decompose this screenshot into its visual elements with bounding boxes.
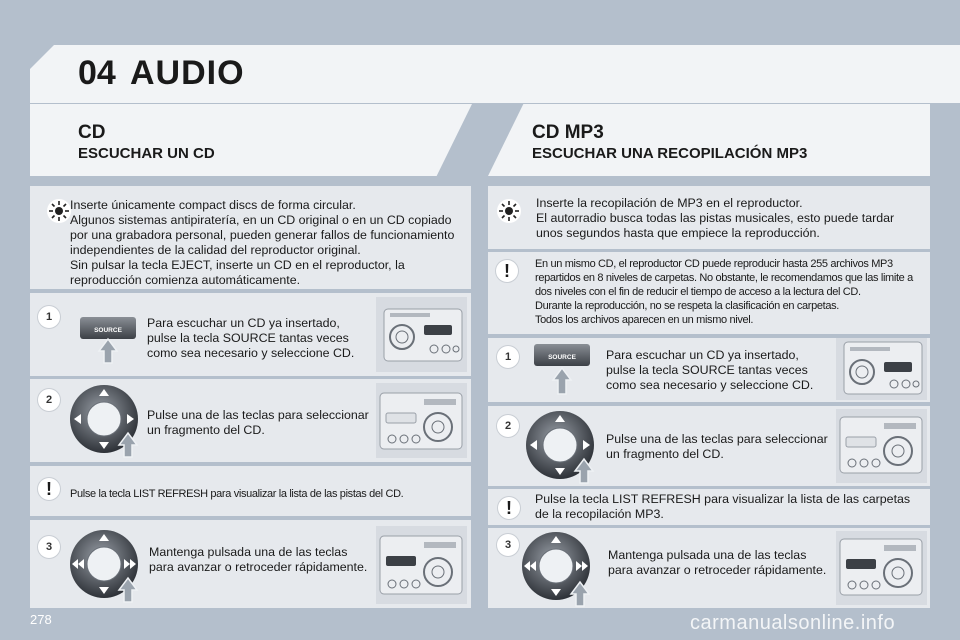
step-number-badge: 1 <box>497 346 519 368</box>
step-number-badge: 2 <box>38 389 60 411</box>
page-number: 278 <box>30 612 52 627</box>
source-button-illustration <box>532 338 594 396</box>
right-step-1-panel <box>488 338 930 402</box>
right-step-3-panel <box>488 528 930 608</box>
left-step-2-text: Pulse una de las teclas para seleccionar un fragmento del CD. <box>147 408 369 437</box>
radio-unit-illustration <box>376 383 467 458</box>
direction-pad-icon <box>68 381 144 459</box>
right-tip-text: Inserte la recopilación de MP3 en el reproductor. El autorradio busca todas las pistas musicales, esto puede tardar unos segundos hasta que empiece la reproducción. <box>536 196 895 240</box>
press-arrow-icon <box>553 368 571 394</box>
right-step-3-text: Mantenga pulsada una de las teclas para avanzar o retroceder rápidamente. <box>608 548 827 577</box>
right-step-2-panel <box>488 406 930 486</box>
exclamation-icon: ! <box>38 478 60 500</box>
source-button-label: SOURCE <box>548 354 576 361</box>
exclamation-icon: ! <box>498 497 520 519</box>
right-step-2-text: Pulse una de las teclas para seleccionar un fragmento del CD. <box>606 432 828 461</box>
left-warning-text: Pulse la tecla LIST REFRESH para visualizar la lista de las pistas del CD. <box>70 488 404 500</box>
left-warning-panel <box>30 466 471 516</box>
step-number-badge: 3 <box>38 536 60 558</box>
sun-icon <box>496 198 522 224</box>
left-step-1-panel <box>30 293 471 376</box>
radio-unit-illustration <box>836 338 927 400</box>
radio-unit-illustration <box>376 526 467 604</box>
press-arrow-icon <box>99 339 117 363</box>
left-step-3-text: Mantenga pulsada una de las teclas para avanzar o retroceder rápidamente. <box>149 545 368 574</box>
right-section-title: CD MP3 <box>532 122 604 143</box>
radio-unit-illustration <box>836 409 927 483</box>
chapter-title: AUDIO <box>130 54 245 92</box>
radio-unit-illustration <box>376 297 467 372</box>
exclamation-icon: ! <box>496 260 518 282</box>
step-number-badge: 3 <box>497 534 519 556</box>
source-button-illustration <box>78 307 140 365</box>
right-warning-2-panel <box>488 489 930 525</box>
direction-pad-icon <box>524 407 600 485</box>
step-number-badge: 1 <box>38 306 60 328</box>
right-warning-2-text: Pulse la tecla LIST REFRESH para visualizar la lista de las carpetas de la recopilación MP3. <box>535 492 911 521</box>
right-warning-1-text: En un mismo CD, el reproductor CD puede reproducir hasta 255 archivos MP3 repartidos en 8 niveles de carpetas. No obstante, le recomendamos que las limite a dos niveles con el fin de reducir el tiempo de acceso a la lectura del CD. Durante la reproducción, no se respeta la clasificación en carpetas. Todos los archivos aparecen en un mismo nivel. <box>535 258 913 326</box>
sun-icon <box>46 198 72 224</box>
right-section-subtitle: ESCUCHAR UNA RECOPILACIÓN MP3 <box>532 145 808 162</box>
left-step-2-panel <box>30 379 471 462</box>
right-warning-1-panel <box>488 252 930 334</box>
direction-pad-icon <box>68 524 144 604</box>
right-step-1-text: Para escuchar un CD ya insertado, pulse la tecla SOURCE tantas veces como sea necesario y seleccione CD. <box>606 348 814 392</box>
left-step-1-text: Para escuchar un CD ya insertado, pulse la tecla SOURCE tantas veces como sea necesario y seleccione CD. <box>147 316 355 360</box>
left-tip-panel <box>30 186 471 289</box>
radio-unit-illustration <box>836 531 927 605</box>
left-section-subtitle: ESCUCHAR UN CD <box>78 145 215 162</box>
chapter-number: 04 <box>78 54 116 92</box>
left-section-title: CD <box>78 122 106 143</box>
right-tip-panel <box>488 186 930 249</box>
source-button-label: SOURCE <box>94 327 122 334</box>
left-tip-text: Inserte únicamente compact discs de forma circular. Algunos sistemas antipiratería, en un CD original o en un CD copiado por una grabadora personal, pueden generar fallos de funcionamiento independientes de la calidad del reproductor original. Sin pulsar la tecla EJECT, inserte un CD en el reproductor, la reproducción comienza automáticamente. <box>70 198 455 287</box>
step-number-badge: 2 <box>497 415 519 437</box>
direction-pad-icon <box>520 528 596 608</box>
watermark: carmanualsonline.info <box>690 612 896 634</box>
left-step-3-panel <box>30 520 471 608</box>
